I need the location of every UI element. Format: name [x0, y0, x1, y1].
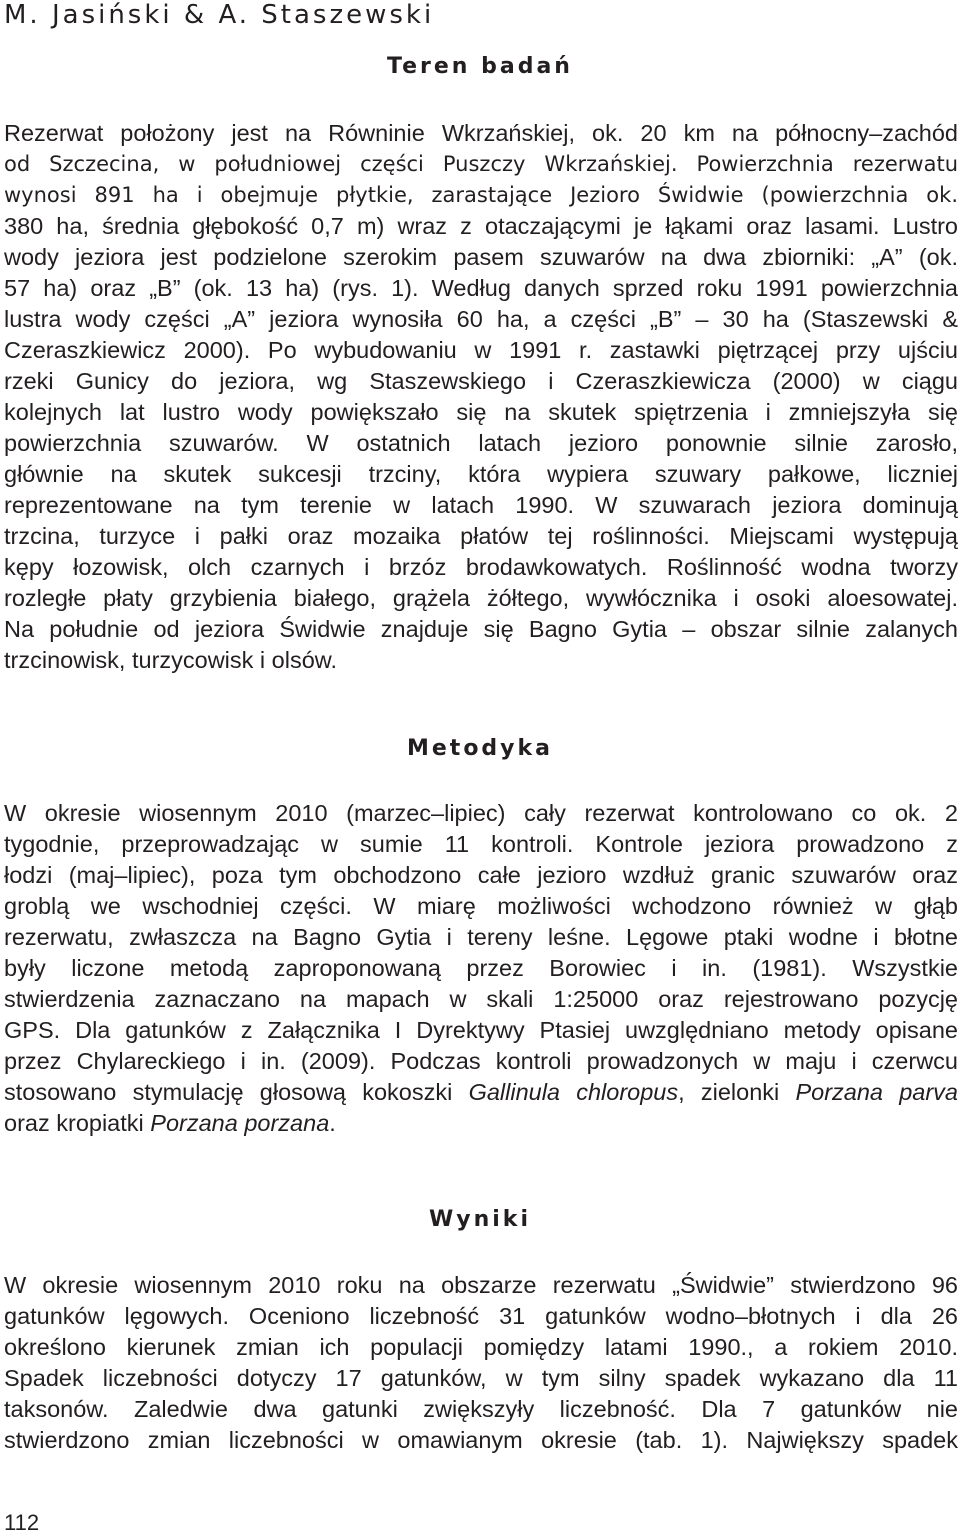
text-line: wody jeziora jest podzielone szerokim pasem szuwarów na dwa zbiorniki: „A” (ok.: [4, 244, 958, 270]
text-line: stwierdzenia zaznaczano na mapach w skali 1:25000 oraz rejestrowano pozycję: [4, 986, 958, 1012]
text-line: rozległe płaty grzybienia białego, grążela żółtego, wywłócznika i osoki aloesowatej.: [4, 585, 958, 611]
section-heading-metodyka: Metodyka: [406, 736, 553, 761]
species-name: Porzana porzana: [150, 1110, 330, 1136]
text-line: tygodnie, przeprowadzając w sumie 11 kontroli. Kontrole jeziora prowadzono z: [4, 831, 958, 857]
text-line: głównie na skutek sukcesji trzciny, która wypiera szuwary pałkowe, liczniej: [4, 461, 958, 487]
paragraph-teren-badan: [4, 118, 958, 676]
section-heading-wyniki: Wyniki: [429, 1207, 531, 1232]
text-line: rezerwatu, zwłaszcza na Bagno Gytia i tereny leśne. Lęgowe ptaki wodne i błotne: [4, 924, 958, 950]
text-line: kępy łozowisk, olch czarnych i brzóz brodawkowatych. Roślinność wodna tworzy: [4, 554, 958, 580]
text-line: taksonów. Zaledwie dwa gatunki zwiększyły liczebność. Dla 7 gatunków nie: [4, 1396, 958, 1422]
paragraph-metodyka: [4, 798, 958, 1139]
text-line: W okresie wiosennym 2010 roku na obszarze rezerwatu „Świdwie” stwierdzono 96: [4, 1272, 958, 1298]
text-line: 57 ha) oraz „B” (ok. 13 ha) (rys. 1). Według danych sprzed roku 1991 powierzchnia: [4, 275, 958, 301]
text-line: rzeki Gunicy do jeziora, wg Staszewskiego i Czeraszkiewicza (2000) w ciągu: [4, 368, 958, 394]
text-line: kolejnych lat lustro wody powiększało się na skutek spiętrzenia i zmniejszyła się: [4, 399, 958, 425]
text-line: groblą we wschodniej części. W miarę możliwości wchodzono również w głąb: [4, 893, 958, 919]
text-line: trzcinowisk, turzycowisk i olsów.: [4, 647, 337, 673]
text-line: reprezentowane na tym terenie w latach 1990. W szuwarach jeziora dominują: [4, 492, 958, 518]
text-line: stwierdzono zmian liczebności w omawianym okresie (tab. 1). Największy spadek: [4, 1427, 958, 1453]
text-line: powierzchnia szuwarów. W ostatnich latach jezioro ponownie silnie zarosło,: [4, 430, 958, 456]
text-line: oraz kropiatki Porzana porzana.: [4, 1110, 336, 1136]
text-line: od Szczecina, w południowej części Puszczy Wkrzańskiej. Powierzchnia rezerwatu: [4, 152, 958, 176]
species-name: Porzana parva: [795, 1079, 958, 1105]
text-line: wynosi 891 ha i obejmuje płytkie, zarastające Jezioro Świdwie (powierzchnia ok.: [4, 183, 958, 207]
text-line: lustra wody części „A” jeziora wynosiła 60 ha, a części „B” – 30 ha (Staszewski &: [4, 306, 958, 332]
text-line: przez Chylareckiego i in. (2009). Podczas kontroli prowadzonych w maju i czerwcu: [4, 1048, 958, 1074]
text-line: łodzi (maj–lipiec), poza tym obchodzono całe jezioro wzdłuż granic szuwarów oraz: [4, 862, 958, 888]
text-line: W okresie wiosennym 2010 (marzec–lipiec) cały rezerwat kontrolowano co ok. 2: [4, 800, 958, 826]
text-line: Na południe od jeziora Świdwie znajduje się Bagno Gytia – obszar silnie zalanych: [4, 616, 958, 642]
species-name: Gallinula chloropus: [468, 1079, 679, 1105]
text-line: 380 ha, średnia głębokość 0,7 m) wraz z otaczającymi je łąkami oraz lasami. Lustro: [4, 213, 958, 239]
text-line: Czeraszkiewicz 2000). Po wybudowaniu w 1991 r. zastawki piętrzącej przy ujściu: [4, 337, 958, 363]
section-heading-teren-badan: Teren badań: [387, 54, 573, 79]
text-line: GPS. Dla gatunków z Załącznika I Dyrektywy Ptasiej uwzględniano metody opisane: [4, 1017, 958, 1043]
text-line: gatunków lęgowych. Oceniono liczebność 31 gatunków wodno–błotnych i dla 26: [4, 1303, 958, 1329]
running-head: M. Jasiński & A. Staszewski: [4, 0, 435, 30]
page-number: 112: [4, 1510, 40, 1535]
text-line: były liczone metodą zaproponowaną przez Borowiec i in. (1981). Wszystkie: [4, 955, 958, 981]
text-line: Rezerwat położony jest na Równinie Wkrzańskiej, ok. 20 km na północny–zachód: [4, 120, 958, 146]
text-line: określono kierunek zmian ich populacji pomiędzy latami 1990., a rokiem 2010.: [4, 1334, 958, 1360]
text-line: Spadek liczebności dotyczy 17 gatunków, w tym silny spadek wykazano dla 11: [4, 1365, 958, 1391]
text-line: stosowano stymulację głosową kokoszki Gallinula chloropus, zielonki Porzana parva: [4, 1079, 958, 1105]
text-line: trzcina, turzyce i pałki oraz mozaika płatów tej roślinności. Miejscami występują: [4, 523, 958, 549]
paragraph-wyniki: [4, 1270, 958, 1456]
